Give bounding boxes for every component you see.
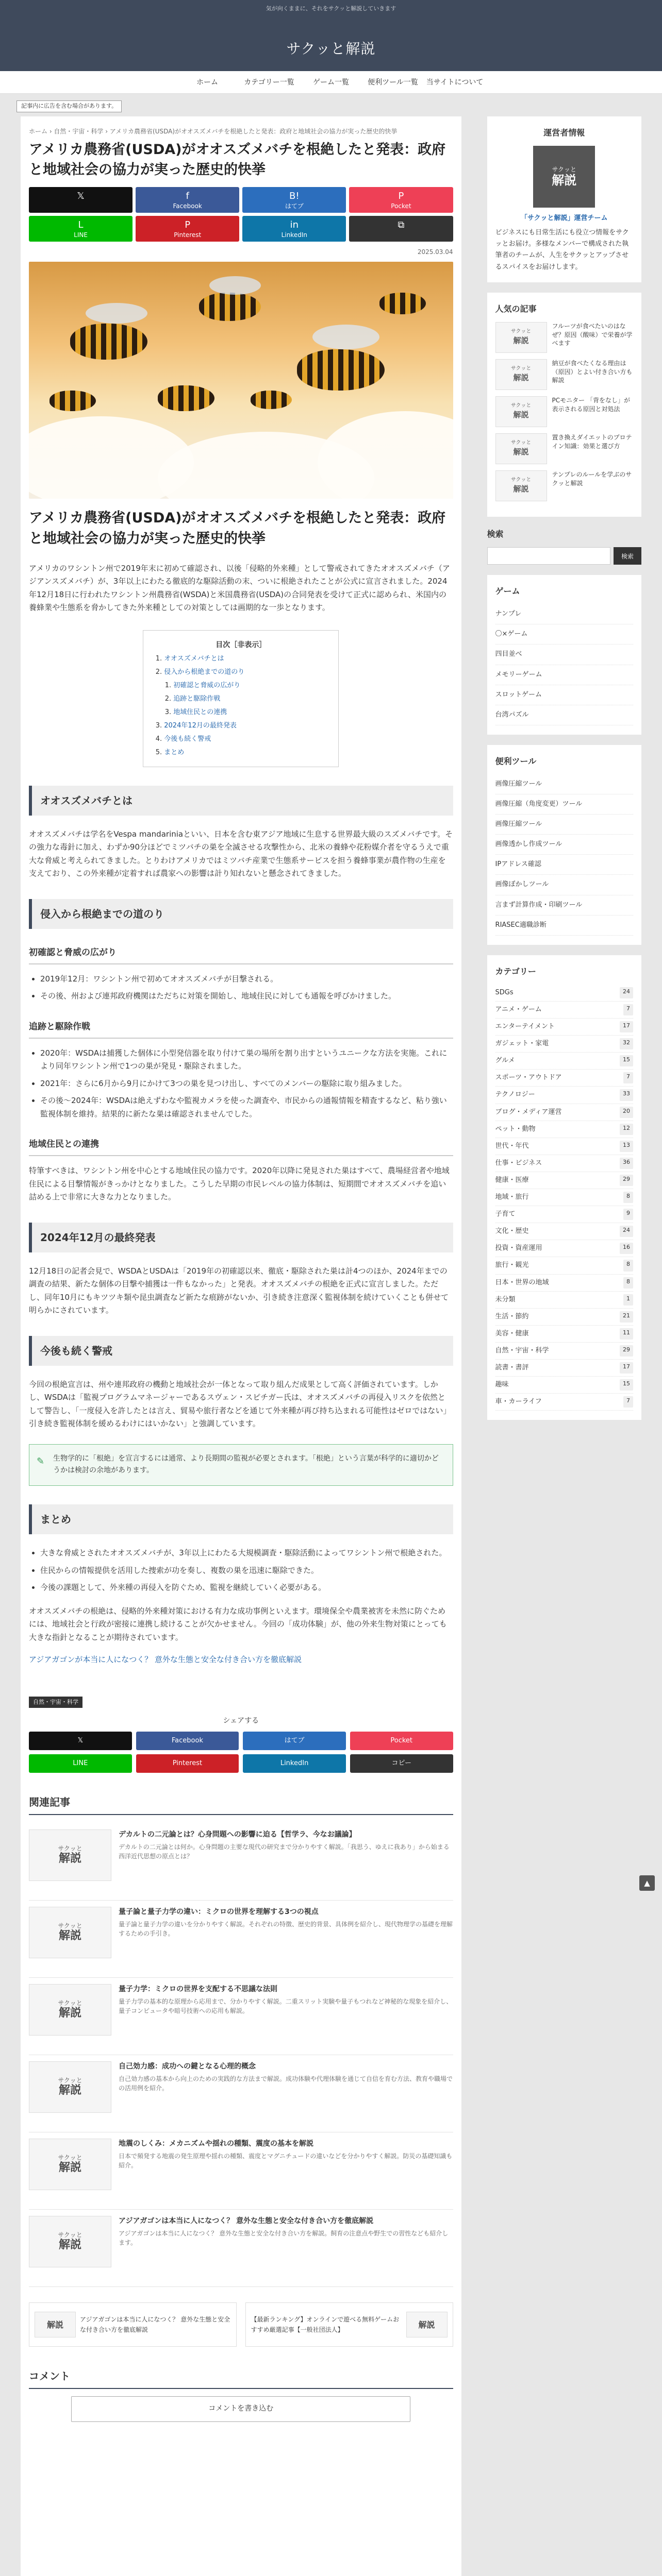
share-label: LinkedIn [281,231,307,239]
pencil-icon: ✎ [37,1455,45,1467]
category-count: 15 [620,1379,633,1391]
post-pager [29,2302,453,2347]
toc-item[interactable]: 今後も続く警戒 [164,735,211,743]
related-title: 量子論と量子力学の違い：ミクロの世界を理解する3つの視点 [119,1908,319,1917]
thumbnail [495,470,547,501]
game-link[interactable]: 〇×ゲーム [495,624,633,645]
category-item[interactable] [495,1189,633,1206]
related-list [29,1823,453,2287]
category-count: 15 [620,1055,633,1066]
widget-title: 運営者情報 [543,128,585,138]
tool-link[interactable]: IPアドレス確認 [495,855,633,875]
related-title: 地震のしくみ：メカニズムや揺れの種類、震度の基本を解説 [119,2140,313,2148]
category-item[interactable] [495,1240,633,1257]
toc-item[interactable]: 追跡と駆除作戦 [173,694,221,703]
thumbnail [495,396,547,427]
article-heading: アメリカ農務省(USDA)がオオスズメバチを根絶したと発表：政府と地域社会の協力が実った歴史的快挙 [29,510,446,547]
thumbnail [29,1984,111,2036]
related-title: 関連記事 [29,1793,453,1815]
share-label: Pinterest [174,231,202,239]
category-item[interactable] [495,1394,633,1411]
paragraph: 特筆すべきは、ワシントン州を中心とする地域住民の協力です。2020年以降に発見された巣はすべて、農場経営者や地域住民による目撃情報がきっかけとなりました。こうした早期の市民レベルの協力体制は、短期間でオオスズメバチを追い詰める上で非常に大きな力となりました。 [29,1166,450,1202]
category-count: 7 [623,1004,633,1015]
thumb-main: 解説 [513,410,529,420]
profile-widget [487,116,641,282]
share-title: シェアする [223,1717,259,1725]
thumb-top: サクッと [510,366,532,372]
game-link[interactable]: ナンプレ [495,604,633,624]
category-item[interactable] [495,1070,633,1087]
nav-games[interactable]: ゲーム一覧 [313,78,349,87]
next-post[interactable] [245,2302,453,2347]
nav-tools[interactable]: 便利ツール一覧 [368,78,418,87]
site-header [0,0,662,71]
share-button[interactable]: LinkedIn [243,1754,346,1773]
category-item[interactable] [495,1104,633,1121]
category-name: 生活・節約 [495,1312,529,1320]
list-item: • その後〜2024年：WSDAは絶えずわなや監視カメラを使った調査や、市民からの通報情報を精査するなど、粘り強い監視体制を維持。結果的に新たな巣は確認されませんでした。 [40,1094,453,1121]
thumb-main: 解説 [58,2239,81,2252]
category-name: 自然・宇宙・科学 [495,1346,549,1354]
paragraph: オオスズメバチの根絶は、侵略的外来種対策における有力な成功事例といえます。環境保全や農業被害を未然に防ぐためには、地域社会と行政が密接に連携し続けることが欠かせません。今回の「成功体験」が、他の外来生物対策にとっても大きな指針となることが期待されています。 [29,1606,447,1642]
eyecatch-image [29,262,453,499]
prev-post-title: アジアガゴンは本当に人になつく？ 意外な生態と安全な付き合い方を徹底解説 [80,2315,230,2334]
share-label: LINE [74,231,88,239]
related-item[interactable] [29,1901,453,1978]
category-count: 13 [620,1141,633,1152]
section-heading: 侵入から根絶までの道のり [29,899,453,929]
list-item: • 今後の課題として、外来種の再侵入を防ぐため、監視を継続していく必要がある。 [40,1581,453,1595]
subsection-heading: 地域住民との連携 [29,1134,453,1156]
category-name: 美容・健康 [495,1329,529,1337]
category-name: エンターテイメント [495,1023,555,1031]
share-button[interactable] [136,216,239,242]
comment-button[interactable]: コメントを書き込む [71,2396,410,2422]
paragraph: オオスズメバチは学名をVespa mandariniaといい、日本を含む東アジア地域に生息する世界最大級のスズメバチです。その強力な毒針に加え、わずか90分ほどでミツバチの巣を全滅させる攻撃性から、北米の養蜂や花粉媒介者を守るうえで重大な脅威と考えられてきました。とりわけアメリカではミツバチ産業で生態系サービスを担う養蜂事業が農作物の生産を支えており、この外来種が定着すれば農家への影響は計り知れないと懸念されてきました。 [29,829,453,878]
tool-link[interactable]: RIASEC適職診断 [495,916,633,936]
category-name: 子育て [495,1210,516,1218]
category-item[interactable] [495,1343,633,1360]
category-name: スポーツ・アウトドア [495,1074,562,1082]
toc-item[interactable]: オオスズメバチとは [164,654,224,663]
info-box [29,1444,453,1486]
category-item[interactable] [495,1206,633,1223]
related-snippet: 量子力学の基本的な原理から応用まで、分かりやすく解説。二重スリット実験や量子もつれなど神秘的な現象を紹介し、量子コンピュータや暗号技術への応用も解説。 [119,1998,453,2015]
share-button[interactable]: Pinterest [136,1754,239,1773]
share-icon: P [185,219,191,231]
related-link[interactable]: アジアガゴンが本当に人になつく？ 意外な生態と安全な付き合い方を徹底解説 [29,1655,302,1665]
share-icon: ⧉ [398,219,405,231]
category-count: 29 [620,1175,633,1186]
category-item[interactable] [495,1292,633,1309]
thumbnail [29,2216,111,2267]
thumb-main: 解説 [513,373,529,383]
nav-categories[interactable]: カテゴリー一覧 [244,78,294,87]
thumbnail: 解説 [35,2312,76,2337]
thumbnail [495,359,547,390]
tool-link[interactable]: 画像圧縮ツール [495,774,633,794]
popular-item[interactable] [495,396,633,427]
category-name: 旅行・観光 [495,1261,529,1269]
thumb-main: 解説 [58,2084,81,2097]
category-item[interactable] [495,1087,633,1104]
game-link[interactable]: 四目並べ [495,645,633,665]
widget-title: 検索 [487,529,504,539]
thumb-top: サクッと [510,440,532,446]
category-item[interactable] [495,1002,633,1019]
thumb-top: サクッと [510,477,532,483]
sidebar [487,116,641,2576]
category-item[interactable] [495,1223,633,1240]
category-count: 20 [620,1107,633,1118]
related-item[interactable] [29,2055,453,2132]
share-buttons-2 [29,1754,453,1773]
category-name: 地域・旅行 [495,1193,529,1201]
popular-widget [487,293,641,517]
section-heading: まとめ [29,1504,453,1534]
category-name: 日本・世界の地域 [495,1278,549,1286]
category-count: 17 [620,1021,633,1032]
category-name: 投資・資産運用 [495,1244,542,1252]
related-item[interactable] [29,2132,453,2210]
list-item: • 2020年：WSDAは捕獲した個体に小型発信器を取り付けて巣の場所を割り出すというユニークな方法を実施。これにより同年ワシントン州で1つの巣が発見・駆除されました。 [40,1047,453,1073]
profile-name[interactable]: 「サクッと解説」運営チーム [521,214,608,223]
thumb-top: サクッと [510,403,532,409]
widget-title: カテゴリー [495,966,536,976]
category-count: 11 [620,1328,633,1340]
list-item: • 2021年：さらに6月から9月にかけて3つの巣を見つけ出し、すべてのメンバーの駆除に取り組みました。 [40,1077,453,1091]
related-title: デカルトの二元論とは？心身問題への影響に迫る【哲学ラ、今なお議論】 [119,1831,356,1839]
tool-link[interactable]: 画像ぼかしツール [495,875,633,895]
related-item[interactable] [29,1823,453,1901]
article [21,116,461,2576]
category-item[interactable] [495,1257,633,1274]
game-link[interactable]: スロットゲーム [495,685,633,705]
category-count: 8 [623,1277,633,1289]
thumb-top: サクッと [58,1844,82,1852]
category-count: 21 [620,1311,633,1323]
thumb-main: 解説 [513,447,529,457]
category-name: ペット・動物 [495,1125,536,1133]
section-heading: 今後も続く警戒 [29,1336,453,1366]
thumb-top: サクッと [58,2154,82,2161]
thumb-top: サクッと [58,2076,82,2084]
prev-post[interactable] [29,2302,237,2347]
paragraph: 12月18日の記者会見で、WSDAとUSDAは「2019年の初確認以来、徹底・駆除された巣は計4つのほか、2024年までの調査の結果、新たな個体の目撃や捕獲は一件もなかった」と発表。オオスズメバチの根絶を正式に宣言しました。ただし、同年10月にもキツツキ類や昆虫調査など新たな痕跡がないか、引き続き注意深く監視体制を続けていくことも併せて明らかにされています。 [29,1266,449,1315]
list-item: • 大きな脅威とされたオオスズメバチが、3年以上にわたる大規模調査・駆除活動によってワシントン州で根絶された。 [40,1547,453,1560]
category-count: 32 [620,1038,633,1049]
thumb-main: 解説 [58,2007,81,2020]
category-name: 仕事・ビジネス [495,1159,542,1167]
category-count: 29 [620,1345,633,1357]
widget-title: 人気の記事 [495,303,537,314]
section-heading: 2024年12月の最終発表 [29,1223,453,1252]
category-item[interactable] [495,1326,633,1343]
thumb-main: 解説 [58,1852,81,1866]
share-button[interactable]: LINE [29,1754,132,1773]
global-nav [0,71,662,94]
popular-title: 納豆が食べたくなる理由は（原因）とよい付き合い方も解説 [552,359,633,384]
thumb-main: 解説 [58,2161,81,2175]
ad-notice: 記事内に広告を含む場合があります。 [16,100,122,112]
share-label: はてブ [285,202,304,210]
table-of-contents [143,630,339,767]
share-icon: in [290,219,299,231]
category-item[interactable] [495,1138,633,1155]
search-widget [487,527,641,575]
related-snippet: デカルトの二元論とは何か。心身問題の主要な現代の研究まで分かりやすく解説。「我思う、ゆえに我あり」から始まる西洋近代思想の原点とは？ [119,1843,450,1860]
widget-title: 便利ツール [495,756,537,766]
category-widget [487,955,641,1420]
widget-title: ゲーム [495,586,520,597]
share-buttons [29,1732,453,1750]
category-item[interactable] [495,1275,633,1292]
share-button[interactable] [29,187,133,213]
game-link[interactable]: メモリーゲーム [495,665,633,685]
list-item: • その後、州および連邦政府機関はただちに対策を開始し、地域住民に対しても通報を呼びかけました。 [40,990,453,1003]
thumb-top: サクッと [510,329,532,335]
thumb-main: 解説 [513,484,529,494]
share-button[interactable] [242,187,346,213]
category-count: 24 [620,987,633,998]
popular-item[interactable] [495,322,633,353]
list-item: • 住民からの情報提供を活用した捜索が功を奏し、複数の巣を迅速に駆除できた。 [40,1564,453,1578]
popular-title: 置き換えダイエットのプロテイン知識：効果と選び方 [552,433,632,450]
list-item: • 2019年12月：ワシントン州で初めてオオスズメバチが目撃される。 [40,973,453,986]
share-button[interactable]: 𝕏 [29,1732,132,1750]
share-icon: 𝕏 [77,191,85,202]
related-snippet: 量子論と量子力学の違いを分かりやすく解説。それぞれの特徴、歴史的背景、具体例を紹介し、現代物理学の基礎を理解するための手引き。 [119,1921,453,1938]
thumb-main: 解説 [58,1929,81,1943]
category-item[interactable] [495,1360,633,1377]
toc-item[interactable]: 初確認と脅威の広がり [173,681,241,689]
thumb-top: サクッと [58,1999,82,2007]
tagline: 気が向くままに、それをサクッと解説していきます [266,5,396,12]
sns-top [29,187,453,242]
next-post-title: 【最新ランキング】オンラインで遊べる無料ゲームおすすめ厳選記事【一般社団法人】 [251,2315,400,2334]
info-text: 生物学的に「根絶」を宣言するには通常、より長期間の監視が必要とされます。「根絶」という言葉が科学的に適切かどうかは検討の余地があります。 [53,1454,439,1475]
related-item[interactable] [29,2210,453,2287]
related-title: アジアガゴンは本当に人になつく？ 意外な生態と安全な付き合い方を徹底解説 [119,2217,374,2226]
category-count: 12 [620,1124,633,1135]
category-name: テクノロジー [495,1091,535,1099]
category-tag[interactable]: 自然・宇宙・科学 [29,1697,82,1708]
nav-about[interactable]: 当サイトについて [426,78,484,87]
popular-item[interactable] [495,470,633,501]
share-button[interactable] [29,216,133,242]
site-title[interactable]: サクッと解説 [286,40,376,57]
tool-link[interactable]: 画像圧縮ツール [495,815,633,835]
related-snippet: 日本で頻発する地震の発生原理や揺れの種類、震度とマグニチュードの違いなどを分かりやすく解説。防災の基礎知識も紹介。 [119,2153,453,2170]
popular-title: フルーツが食べたいのはなぜ？原因（酸味）で栄養が学べます [552,322,633,347]
share-icon: P [398,191,404,202]
related-item[interactable] [29,1978,453,2055]
category-item[interactable] [495,1121,633,1138]
search-button[interactable]: 検索 [614,547,641,565]
category-item[interactable] [495,1309,633,1326]
thumbnail [29,1907,111,1958]
subsection-heading: 初確認と脅威の広がり [29,942,453,964]
share-icon: L [78,219,84,231]
thumb-top: サクッと [58,1922,82,1929]
category-count: 1 [623,1294,633,1306]
category-count: 24 [620,1226,633,1237]
thumb-top: サクッと [58,2231,82,2239]
category-item[interactable] [495,1019,633,1036]
tool-link[interactable]: 言まず計算作成・印刷ツール [495,895,633,916]
thumbnail [495,322,547,353]
category-item[interactable] [495,1053,633,1070]
thumbnail [29,2061,111,2113]
category-count: 7 [623,1396,633,1408]
paragraph: 今回の根絶宣言は、州や連邦政府の機動と地域社会が一体となって取り組んだ成果として高く評価されています。しかし、WSDAは「監視プログラムマネージャーであるスヴェン・スピチガー氏は、オオスズメバチの再侵入リスクを依然として警告し、「一度侵入を許したとは言え、貿易や旅行者などを通じて外来種が再び持ち込まれる可能性はゼロではない」引き続き監視体制を緩めるわけにはいかない」と強調しています。 [29,1379,451,1429]
related-snippet: アジアガゴンは本当に人になつく？ 意外な生態と安全な付き合い方を解説。飼育の注意点や野生での習性なども紹介します。 [119,2230,449,2247]
toc-title[interactable]: 目次［非表示］ [216,640,267,649]
category-count: 36 [620,1158,633,1169]
popular-item[interactable] [495,359,633,390]
toc-item[interactable]: 侵入から根絶までの道のり [164,668,245,676]
tool-link[interactable]: 画像圧縮（角度変更）ツール [495,794,633,815]
page-title: アメリカ農務省(USDA)がオオスズメバチを根絶したと発表：政府と地域社会の協力が実った歴史的快挙 [29,142,446,178]
section-heading: オオスズメバチとは [29,786,453,816]
category-count: 16 [620,1243,633,1254]
share-button[interactable] [242,216,346,242]
category-name: ブログ・メディア運営 [495,1108,562,1116]
share-label: Pocket [391,202,411,210]
related-title: 量子力学：ミクロの世界を支配する不思議な法則 [119,1985,277,1994]
share-button[interactable]: Facebook [136,1732,239,1750]
share-button[interactable]: Pocket [350,1732,453,1750]
toc-item[interactable]: 2024年12月の最終発表 [164,721,237,730]
category-name: アニメ・ゲーム [495,1006,542,1013]
subsection-heading: 追跡と駆除作戦 [29,1016,453,1039]
related-snippet: 自己効力感の基本から向上のための実践的な方法まで解説。成功体験や代理体験を通じて自信を育む方法、教育や職場での活用例を紹介。 [119,2075,453,2092]
category-item[interactable] [495,985,633,1002]
share-icon: f [186,191,189,202]
category-count: 17 [620,1362,633,1374]
comment-title: コメント [29,2367,453,2389]
category-item[interactable] [495,1377,633,1394]
category-name: 読書・書評 [495,1363,529,1371]
thumbnail: 解説 [406,2312,448,2337]
category-name: 趣味 [495,1381,509,1389]
share-button[interactable]: コピー [350,1754,453,1773]
thumb-main: 解説 [552,173,577,188]
category-count: 7 [623,1072,633,1083]
category-count: 8 [623,1260,633,1271]
category-name: ガジェット・家電 [495,1040,549,1048]
category-item[interactable] [495,1172,633,1189]
share-icon: B! [289,191,300,202]
category-item[interactable] [495,1155,633,1172]
share-button[interactable] [136,187,239,213]
thumbnail [495,433,547,464]
category-name: SDGs [495,988,514,996]
category-count: 9 [623,1209,633,1220]
thumb-top: サクッと [552,165,577,173]
tool-link[interactable]: 画像透かし作成ツール [495,835,633,855]
category-count: 33 [620,1089,633,1100]
category-name: 車・カーライフ [495,1398,542,1406]
popular-title: PCモニター 「背をなし」が表示される原因と対処法 [552,396,630,413]
toc-item[interactable]: 地域住民との連携 [173,708,227,716]
thumb-main: 解説 [513,336,529,346]
share-button[interactable] [349,216,453,242]
share-button[interactable]: はてブ [243,1732,346,1750]
category-count: 8 [623,1192,633,1203]
breadcrumb[interactable]: ホーム › 自然・宇宙・科学 › アメリカ農務省(USDA)がオオスズメバチを根絶したと発表：政府と地域社会の協力が実った歴史的快挙 [29,128,398,135]
category-name: グルメ [495,1057,515,1065]
share-label: Facebook [173,202,202,210]
game-link[interactable]: 台湾パズル [495,705,633,725]
intro-text: アメリカのワシントン州で2019年末に初めて確認され、以後「侵略的外来種」として警戒されてきたオオスズメバチ（アジアンスズメバチ）が、3年以上にわたる徹底的な駆除活動の末、ついに根絶されたことが公式に宣言されました。2024年12月18日に行われたワシントン州農務省(WSDA)と米国農務省(USDA)の合同発表を受けて正式に認められ、米国内の養蜂業や生態系を脅かしてきた外来種としての対策としては画期的な一歩となります。 [29,563,450,613]
category-name: 文化・歴史 [495,1227,529,1235]
game-widget [487,575,641,735]
popular-item[interactable] [495,433,633,464]
category-name: 健康・医療 [495,1176,529,1184]
category-name: 未分類 [495,1295,516,1303]
back-to-top-button[interactable]: ▲ [639,1875,655,1891]
nav-home[interactable]: ホーム [196,78,218,87]
share-button[interactable] [349,187,453,213]
tool-widget [487,745,641,945]
related-title: 自己効力感：成功への鍵となる心理的概念 [119,2062,256,2071]
thumbnail [29,1829,111,1881]
profile-image [533,146,595,208]
profile-desc: ビジネスにも日常生活にも役立つ情報をサクッとお届け。多様なメンバーで構成された執筆者のチームが、人生をサクッとアップさせるスパイスをお届けします。 [495,229,629,271]
toc-item[interactable]: まとめ [164,748,185,756]
popular-title: テンプレのルールを学ぶのサクッと解説 [552,470,632,487]
post-date: 2025.03.04 [417,248,453,256]
search-input[interactable] [487,547,610,565]
category-name: 世代・年代 [495,1142,529,1150]
thumbnail [29,2139,111,2190]
category-item[interactable] [495,1036,633,1053]
